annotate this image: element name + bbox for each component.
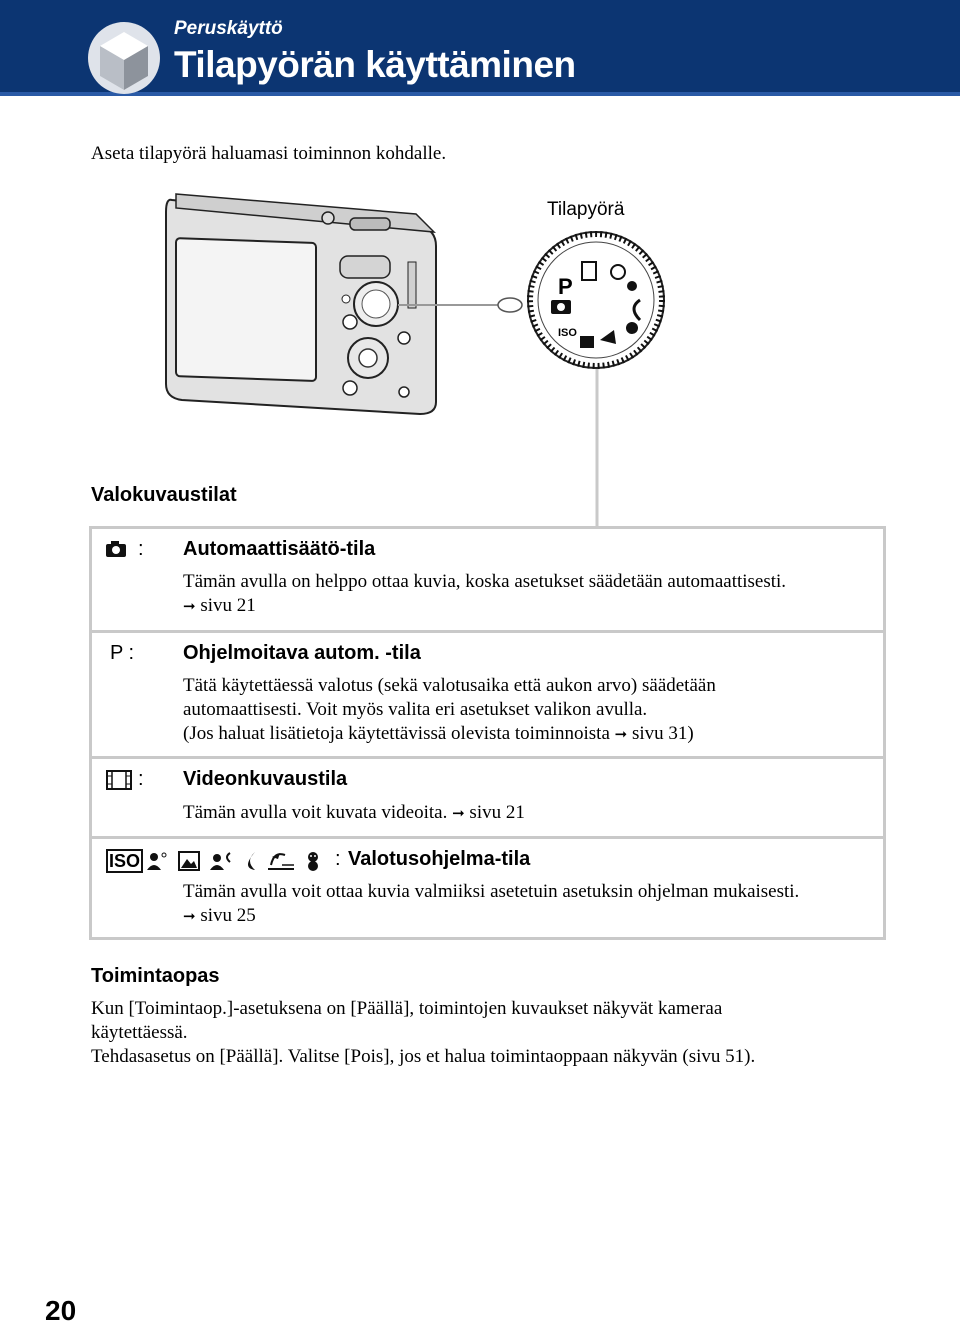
page-ref: sivu 21 <box>469 802 525 823</box>
page-ref: sivu 25 <box>200 905 256 926</box>
mode-dial <box>528 232 664 368</box>
mode-ref <box>183 722 873 747</box>
mode-desc-line: Tämän avulla voit ottaa kuvia valmiiksi asetetuin asetuksin ohjelman mukaisesti. <box>183 881 800 902</box>
page-ref: sivu 21 <box>200 595 256 616</box>
mode-title-auto: Automaattisäätö-tila <box>183 538 376 560</box>
beach-icon <box>268 851 294 871</box>
mode-ref <box>183 594 873 619</box>
camera-illustration <box>0 180 960 530</box>
arrow-icon: ➞ <box>183 909 196 925</box>
intro-text: Aseta tilapyörä haluamasi toiminnon kohdalle. <box>91 143 447 164</box>
camera-body <box>166 194 436 414</box>
section-label: Peruskäyttö <box>174 18 283 39</box>
mode-desc-line: Tämän avulla voit kuvata videoita. <box>183 802 448 823</box>
mode-title-movie: Videonkuvaustila <box>183 768 348 790</box>
camera-icon <box>106 541 126 557</box>
mode-desc-scene <box>183 880 873 929</box>
snow-icon <box>302 851 324 871</box>
iso-icon: ISO <box>106 849 143 873</box>
mode-colon-4: : <box>335 848 341 870</box>
mode-ref <box>183 904 873 929</box>
mode-title-scene: Valotusohjelma-tila <box>348 848 531 870</box>
mode-desc-line: automaattisesti. Voit myös valita eri asetukset valikon avulla. <box>183 699 648 720</box>
dial-letter-p: P <box>558 274 573 299</box>
mode-table <box>89 526 886 940</box>
guide-line: Kun [Toimintaop.]-asetuksena on [Päällä], toimintojen kuvaukset näkyvät kameraa <box>91 998 723 1019</box>
svg-text:ISO: ISO <box>558 327 577 339</box>
dial-label: Tilapyörä <box>547 199 625 220</box>
mode-desc-auto <box>183 570 873 619</box>
chapter-cube-icon <box>86 20 162 96</box>
row-divider <box>92 630 883 633</box>
arrow-icon: ➞ <box>452 806 465 822</box>
portrait-twilight-icon <box>146 851 168 871</box>
movie-film-icon <box>106 770 132 790</box>
arrow-icon: ➞ <box>614 727 628 743</box>
row-divider <box>92 836 883 839</box>
guide-line: käytettäessä. <box>91 1022 188 1043</box>
photo-modes-heading: Valokuvaustilat <box>91 484 237 506</box>
page-number: 20 <box>45 1295 77 1326</box>
landscape-icon <box>178 851 200 871</box>
row-divider <box>92 756 883 759</box>
guide-line: Tehdasasetus on [Päällä]. Valitse [Pois], jos et halua toimintaoppaan näkyvän (sivu 51). <box>91 1046 756 1067</box>
page-title: Tilapyörän käyttäminen <box>174 44 576 85</box>
scene-icons <box>106 849 336 875</box>
guide-heading: Toimintaopas <box>91 965 220 987</box>
guide-text <box>91 997 851 1069</box>
arrow-icon: ➞ <box>183 599 196 615</box>
twilight-icon <box>244 851 260 871</box>
p-mode-letter: P : <box>110 642 135 664</box>
mode-colon-1: : <box>138 538 144 560</box>
mode-desc-line: Tämän avulla on helppo ottaa kuvia, koska asetukset säädetään automaattisesti. <box>183 571 787 592</box>
page-header <box>0 0 960 96</box>
mode-colon-3: : <box>138 768 144 790</box>
mode-desc-movie <box>183 801 873 826</box>
page-ref: sivu 31) <box>631 723 694 744</box>
ref-prefix: (Jos haluat lisätietoja käytettävissä olevista toiminnoista <box>183 723 610 744</box>
mode-desc-program <box>183 674 873 747</box>
mode-desc-line: Tätä käytettäessä valotus (sekä valotusaika että aukon arvo) säädetään <box>183 675 716 696</box>
twilight-portrait-icon <box>210 851 234 871</box>
mode-title-program: Ohjelmoitava autom. -tila <box>183 642 421 664</box>
